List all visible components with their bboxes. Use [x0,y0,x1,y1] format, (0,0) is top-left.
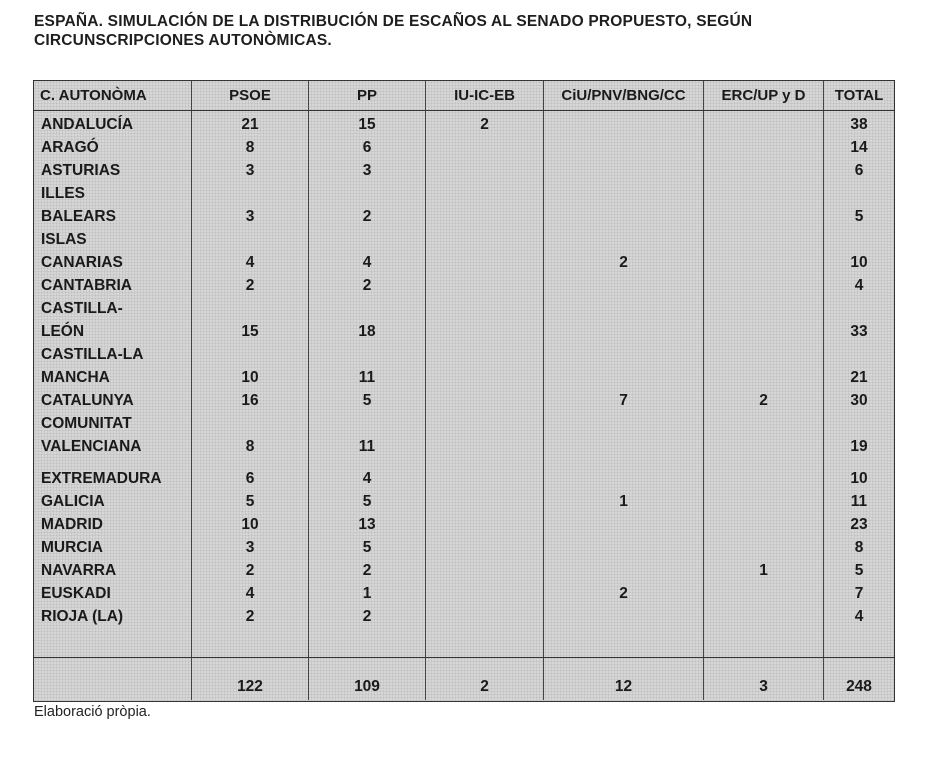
seat-count-ciu [544,559,703,582]
seat-count-ciu [544,320,703,343]
seat-count-erc [704,435,823,458]
seat-count-total: 21 [850,369,868,386]
region-name: CANTABRIA [41,277,132,294]
seat-count-psoe: 6 [245,470,255,487]
seat-count-pp: 18 [358,323,376,340]
column-ciu [544,111,704,657]
total-psoe: 122 [237,678,263,695]
seat-count-pp: 1 [362,585,372,602]
seat-count-erc [704,490,823,513]
region-name: ARAGÓ [41,139,99,156]
column-pp [309,111,426,657]
seat-count-ciu [544,435,703,458]
seat-count-iu [426,274,543,297]
totals-erc-col [704,658,824,700]
seat-count-psoe: 8 [245,139,255,156]
total-all: 248 [846,678,872,695]
region-name: ANDALUCÍA [41,116,134,133]
page-title: ESPAÑA. SIMULACIÓN DE LA DISTRIBUCIÓN DE ESCAÑOS AL SENADO PROPUESTO, SEGÚN CIRCUNSCRIPCIONES AUTONÒMICAS. [34,13,753,49]
seat-count-iu [426,320,543,343]
header-psoe: PSOE [192,81,309,110]
seat-count-ciu [544,159,703,182]
seat-count-erc [704,251,823,274]
seat-count-pp: 2 [362,562,372,579]
region-name: CATALUNYA [41,392,134,409]
seat-count-erc [704,136,823,159]
seat-count-total: 8 [854,539,864,556]
seat-count-iu [426,435,543,458]
seat-count-total: 10 [850,470,868,487]
seat-count-iu: 2 [480,116,489,133]
seat-count-ciu [544,467,703,490]
seat-count-psoe: 2 [245,562,255,579]
total-pp: 109 [354,678,380,695]
seat-count-iu [426,605,543,628]
totals-blank [34,658,192,700]
region-name: COMUNITAT VALENCIANA [41,415,142,455]
seat-count-erc [704,467,823,490]
seat-count-ciu [544,536,703,559]
seat-count-ciu [544,513,703,536]
seat-count-psoe: 2 [245,277,255,294]
seat-count-iu [426,582,543,605]
seat-count-total: 4 [854,608,864,625]
seat-count-ciu [544,113,703,136]
region-name: ASTURIAS [41,162,121,179]
seat-count-pp: 15 [358,116,376,133]
seat-count-erc [704,320,823,343]
header-iu: IU-IC-EB [426,81,544,110]
header-autonomia: C. AUTONÒMA [34,81,192,110]
totals-row [34,658,894,700]
seat-count-erc [704,536,823,559]
seat-count-psoe: 2 [245,608,255,625]
seat-count-total: 11 [850,493,868,510]
seat-count-pp: 5 [362,493,372,510]
seat-count-ciu: 2 [619,585,628,602]
seat-count-pp: 6 [362,139,372,156]
seat-count-psoe: 5 [245,493,255,510]
region-name: MADRID [41,516,103,533]
totals-ciu-col [544,658,704,700]
seats-table [33,80,895,702]
seat-count-ciu [544,605,703,628]
totals-pp-col [309,658,426,700]
region-name: ILLES BALEARS [41,185,116,225]
column-erc [704,111,824,657]
region-name: EUSKADI [41,585,111,602]
source-note: Elaboració pròpia. [34,704,151,720]
total-erc: 3 [759,678,768,695]
seat-count-pp: 5 [362,392,372,409]
header-ciu: CiU/PNV/BNG/CC [544,81,704,110]
column-psoe [192,111,309,657]
seat-count-iu [426,251,543,274]
seat-count-psoe: 10 [241,516,259,533]
region-name: RIOJA (LA) [41,608,124,625]
seat-count-pp: 2 [362,277,372,294]
seat-count-pp: 11 [358,369,376,386]
region-name: NAVARRA [41,562,117,579]
seat-count-pp: 4 [362,470,372,487]
seat-count-psoe: 3 [245,162,255,179]
region-name: EXTREMADURA [41,470,162,487]
seat-count-total: 5 [854,208,864,225]
seat-count-ciu [544,274,703,297]
seat-count-psoe: 3 [245,208,255,225]
table-body [34,111,894,658]
seat-count-iu [426,513,543,536]
seat-count-total: 30 [850,392,868,409]
seat-count-total: 23 [850,516,868,533]
region-name: CASTILLA-LA MANCHA [41,346,144,386]
seat-count-iu [426,159,543,182]
seat-count-iu [426,559,543,582]
seat-count-total: 5 [854,562,864,579]
seat-count-iu [426,536,543,559]
seat-count-total: 38 [850,116,868,133]
seat-count-erc [704,159,823,182]
region-name: GALICIA [41,493,105,510]
seat-count-psoe: 10 [241,369,259,386]
seat-count-pp: 13 [358,516,376,533]
header-total: TOTAL [834,87,884,104]
seat-count-pp: 2 [362,208,372,225]
region-name: MURCIA [41,539,103,556]
column-autonomia [34,111,192,657]
seat-count-total: 10 [850,254,868,271]
seat-count-ciu [544,205,703,228]
seat-count-pp: 5 [362,539,372,556]
seat-count-iu [426,366,543,389]
totals-psoe-col [192,658,309,700]
seat-count-iu [426,136,543,159]
seat-count-psoe: 4 [245,585,255,602]
seat-count-erc: 2 [759,392,768,409]
region-name: CASTILLA- LEÓN [41,300,123,340]
seat-count-pp: 2 [362,608,372,625]
seat-count-ciu [544,136,703,159]
seat-count-total: 14 [850,139,868,156]
seat-count-total: 4 [854,277,864,294]
seat-count-iu [426,490,543,513]
seat-count-pp: 3 [362,162,372,179]
seat-count-psoe: 16 [241,392,259,409]
seat-count-ciu: 1 [619,493,628,510]
seat-count-erc [704,605,823,628]
seat-count-iu [426,467,543,490]
seat-count-erc [704,513,823,536]
seat-count-psoe: 15 [241,323,259,340]
table-header [34,81,894,111]
total-iu: 2 [480,678,489,695]
seat-count-pp: 11 [358,438,376,455]
total-ciu: 12 [614,678,633,695]
seat-count-psoe: 3 [245,539,255,556]
seat-count-iu [426,389,543,412]
column-total [824,111,894,657]
totals-iu-col [426,658,544,700]
seat-count-erc [704,113,823,136]
seat-count-total: 7 [854,585,864,602]
header-pp: PP [309,81,426,110]
seat-count-erc [704,205,823,228]
seat-count-pp: 4 [362,254,372,271]
seat-count-ciu: 7 [619,392,628,409]
column-iu [426,111,544,657]
seat-count-ciu: 2 [619,254,628,271]
region-name: ISLAS CANARIAS [41,231,123,271]
seat-count-psoe: 8 [245,438,255,455]
totals-total-col [824,658,894,700]
seat-count-erc [704,366,823,389]
seat-count-psoe: 4 [245,254,255,271]
seat-count-erc: 1 [759,562,768,579]
seat-count-total: 33 [850,323,868,340]
seat-count-erc [704,274,823,297]
seat-count-iu [426,205,543,228]
seat-count-erc [704,582,823,605]
seat-count-total: 19 [850,438,868,455]
header-erc: ERC/UP y D [704,81,824,110]
seat-count-ciu [544,366,703,389]
seat-count-total: 6 [854,162,864,179]
seat-count-psoe: 21 [241,116,259,133]
